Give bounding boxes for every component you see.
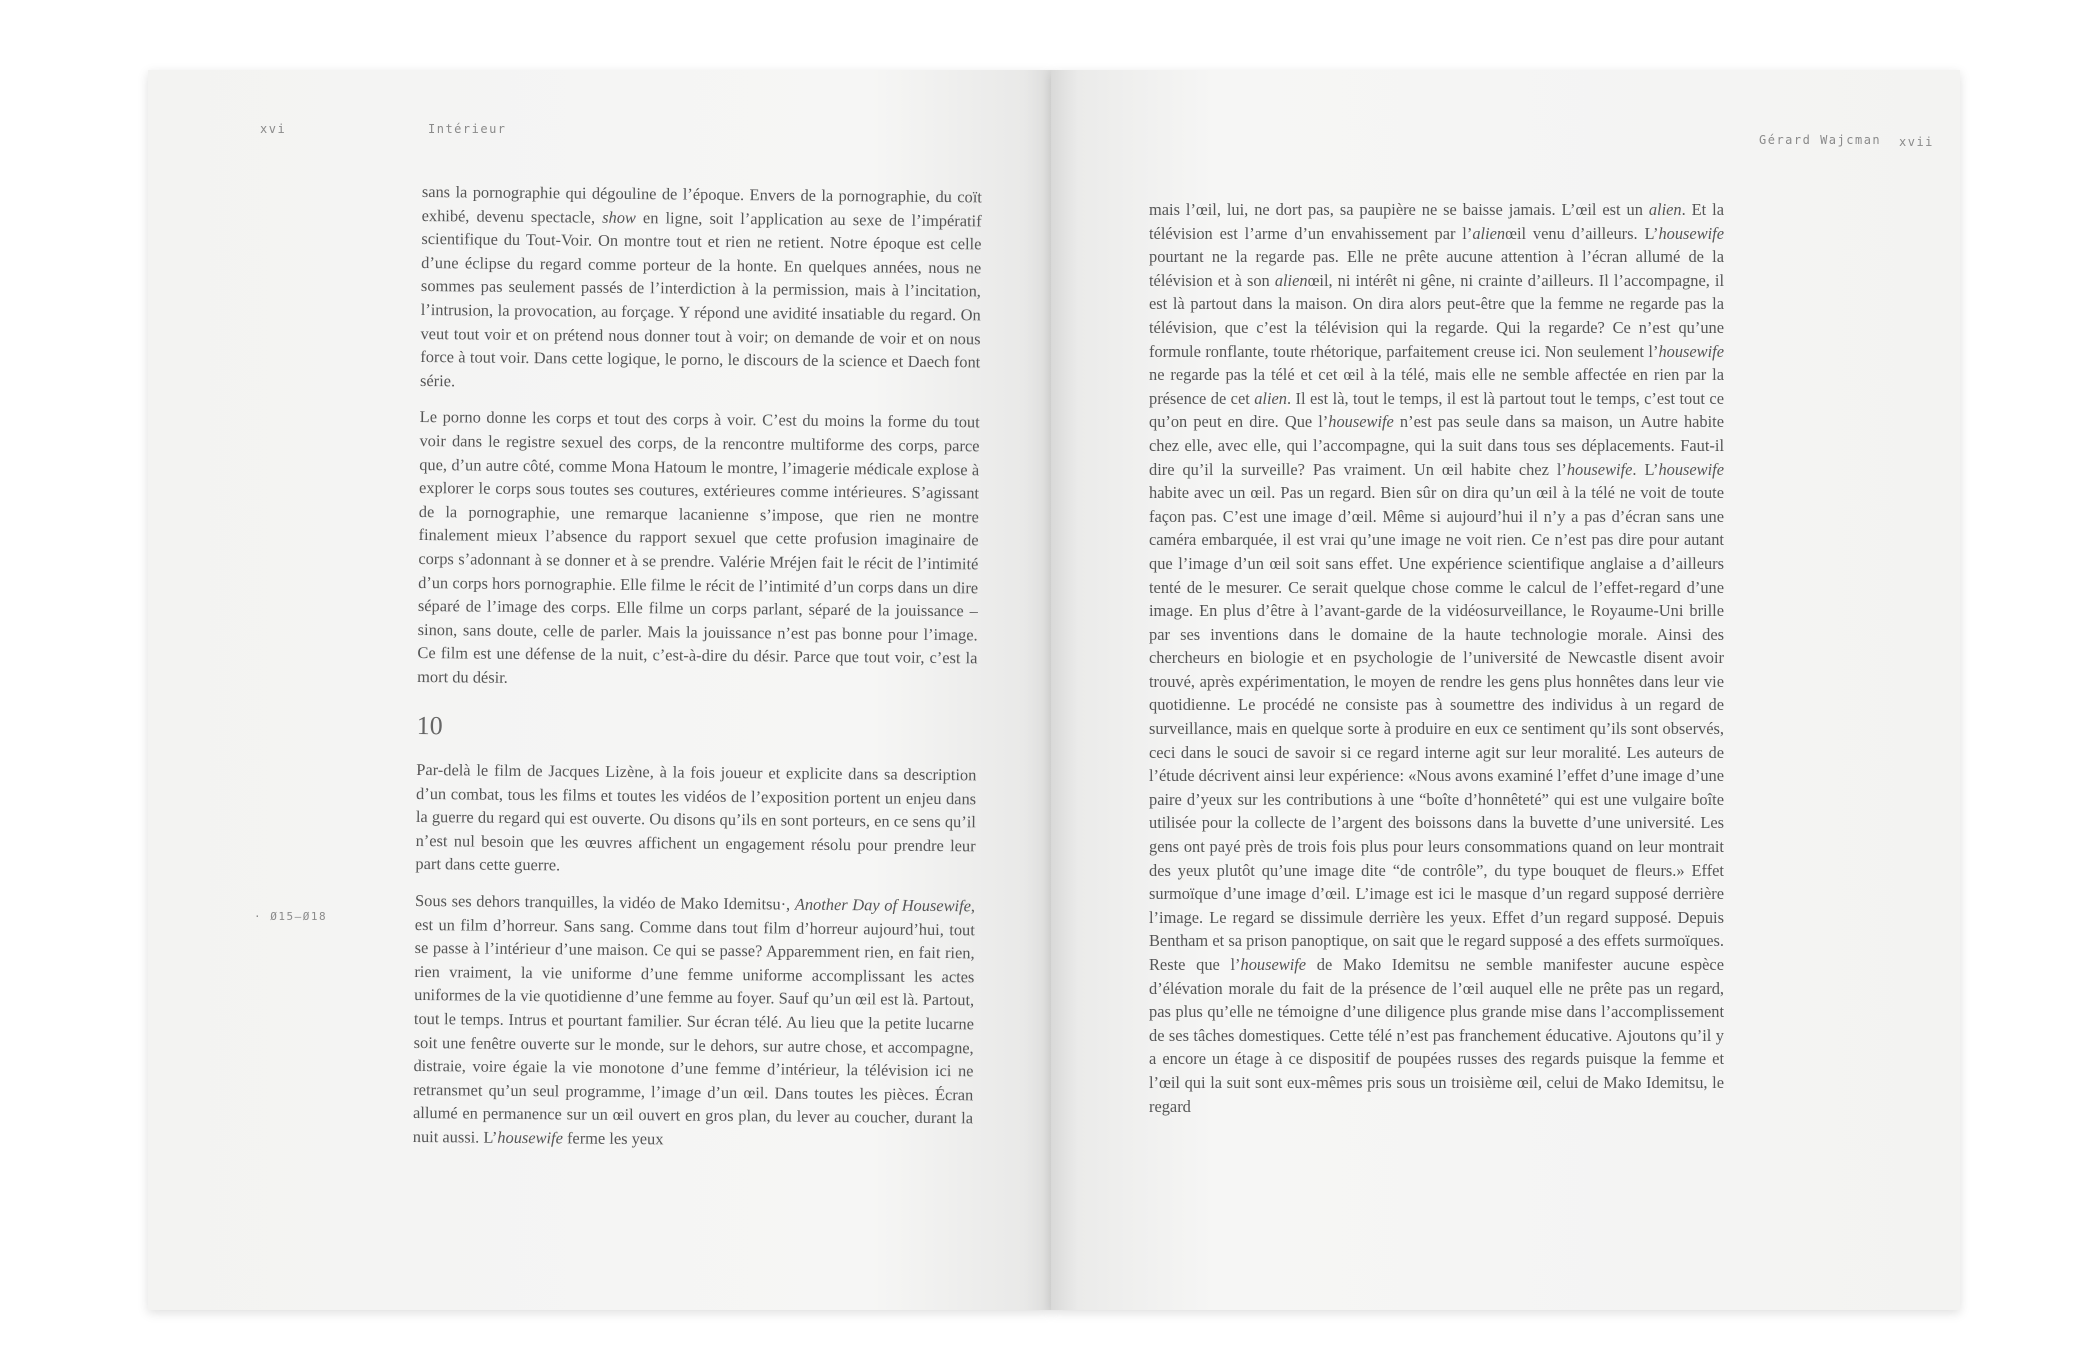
paragraph: Sous ses dehors tranquilles, la vidéo de Mako Idemitsu·, Another Day of Housewife, est un film d’horreur. Sans sang. Comme dans tout film d’horreur aujourd’hui, tout se passe à l’intérieur d’une maison. Ce qui se passe? Apparemment rien, en fait rien, rien vraiment, la vie uniforme d’une femme uniforme accomplissant les actes uniformes de la vie quotidienne d’une femme au foyer. Sauf qu’un œil est là. Partout, tout le temps. Intrus et pourtant familier. Sur écran télé. Au lieu que la petite lucarne soit une fenêtre ouverte sur le monde, sur le dehors, sur autre chose, et accompagne, distraie, voire égaie la vie monotone d’une femme d’intérieur, la télévision ici ne retransmet qu’un seul programme, l’image d’un œil. Dans toutes les pièces. Écran allumé en permanence sur un œil ouvert en gros plan, du lever au coucher, durant la nuit aussi. L’housewife ferme les yeux [412, 890, 976, 1149]
paragraph: Le porno donne les corps et tout des corps à voir. C’est du moins la forme du tout voir dans le registre sexuel des corps, de la rencontre multiforme des corps, parce que, d’un autre côté, comme Mona Hatoum le montre, l’imagerie médicale explose à explorer le corps sous toutes ses coutures, extérieures comme intérieures. S’agissant de la pornographie, une remarque lacanienne s’impose, que rien ne montre finalement mieux l’absence du rapport sexuel que cette profusion imaginaire de corps s’adonnant à se donner et à se prendre. Valérie Mréjen fait le récit de l’intimité d’un corps hors pornographie. Elle filme le récit de l’intimité d’un corps dans un dire séparé de l’image des corps. Elle filme un corps parlant, séparé de la jouissance – sinon, sans doute, celle de parler. Mais la jouissance n’est pas bonne pour l’image. Ce film est une défense de la nuit, c’est-à-dire du désir. Parce que tout voir, c’est la mort du désir. [417, 407, 980, 687]
left-page [148, 70, 1051, 1310]
open-book [148, 70, 1960, 1310]
paragraph: Par-delà le film de Jacques Lizène, à la fois joueur et explicite dans sa description d’un combat, tous les films et toutes les vidéos de l’exposition portent un enjeu dans la guerre du regard qui est ouverte. Ou disons qu’ils en sont porteurs, en ce sens qu’il n’est nul besoin que les œuvres affichent un engagement résolu pour prendre leur part dans cette guerre. [415, 760, 977, 875]
section-paragraphs [413, 758, 977, 1154]
margin-note: · Ø15–Ø18 [254, 910, 328, 923]
paragraph: mais l’œil, lui, ne dort pas, sa paupière ne se baisse jamais. L’œil est un alien. Et la télévision est l’arme d’un envahissement par l’alienœil venu d’ailleurs. L’housewife pourtant ne la regarde pas. Elle ne prête aucune attention à l’écran allumé de la télévision et à son alienœil, ni intérêt ni gêne, ni crainte d’ailleurs. Il l’accompagne, il est là partout dans la maison. On dira alors peut-être que la femme ne regarde pas la télévision, que c’est la télévision qui la regarde. Qui la regarde? Ce n’est qu’une formule ronflante, toute rhétorique, parfaitement creuse ici. Non seulement l’housewife ne regarde pas la télé et cet œil à la télé, mais elle ne semble affectée en rien par la présence de cet alien. Il est là, tout le temps, il est là partout tout le temps, c’est tout ce qu’on peut en dire. Que l’housewife n’est pas seule dans sa maison, un Autre habite chez elle, avec elle, qui l’accompagne, qui la suit dans tous ses déplacements. Faut-il dire qu’il la surveille? Pas vraiment. Un œil habite chez l’housewife. L’housewife habite avec un œil. Pas un regard. Bien sûr on dira qu’un œil à la télé ne voit de toute façon pas. C’est une image d’œil. Même si aujourd’hui il n’y a pas d’écran sans une caméra embarquée, il est vrai qu’une image ne voit rien. Ce n’est pas dire pour autant que l’image d’un œil soit sans effet. Une expérience scientifique anglaise a d’ailleurs tenté de le mesurer. Ce serait quelque chose comme le calcul de l’effet-regard d’une image. En plus d’être à l’avant-garde de la vidéosurveillance, le Royaume-Uni brille par ses inventions dans le domaine de la haute technologie morale. Ainsi des chercheurs en biologie et en psychologie de l’université de Newcastle disent avoir trouvé, après expérimentation, le moyen de rendre les gens plus honnêtes dans leur vie quotidienne. Le procédé ne consiste pas à soumettre des individus à un regard de surveillance, mais en quelque sorte à produire en eux ce sentiment qu’ils sont observés, ceci dans le souci de savoir si ce regard interne agit sur leur moralité. Les auteurs de l’étude décrivent ainsi leur expérience: «Nous avons examiné l’effet d’une image d’une paire d’yeux sur les contributions à une “boîte d’honnêteté” qui est une vulgaire boîte utilisée pour la collecte de l’argent des boissons dans la buvette d’une université. Les gens ont payé près de trois fois plus pour leurs consommations quand on leur montrait des yeux plutôt qu’une image dite “de contrôle”, du type bouquet de fleurs.» Effet surmoïque d’une image d’œil. L’image est ici le masque d’un regard supposé derrière l’image. Le regard se dissimule derrière les yeux. Effet d’un regard supposé. Depuis Bentham et sa prison panoptique, on sait que le regard supposé a des effets surmoïques. Reste que l’housewife de Mako Idemitsu ne semble manifester aucune espèce d’élévation morale du fait de la présence de l’œil auquel elle ne prête pas un regard, pas plus qu’elle ne témoigne d’une diligence plus grande mise dans l’accomplissement de ses tâches domestiques. Cette télé n’est pas franchement éducative. Ajoutons qu’il y a encore un étage à ce dispositif de poupées russes des regards puisque la femme et l’œil qui la suit sont eux-mêmes pris sous un troisième œil, celui de Mako Idemitsu, le regard [1149, 200, 1725, 1116]
right-page [1051, 70, 1960, 1310]
left-running-head: Intérieur [428, 122, 507, 136]
left-paragraphs [417, 180, 982, 694]
paragraph: sans la pornographie qui dégouline de l’époque. Envers de la pornographie, du coït exhibé, devenu spectacle, show en ligne, soit l’application au sexe de l’impératif scientifique du Tout-Voir. On montre tout et rien ne retient. Notre époque est celle d’une éclipse du regard comme porteur de la honte. En quelques années, nous ne sommes pas seulement passés de l’interdiction à la permission, mais à l’incitation, l’intrusion, la provocation, au forçage. Y répond une avidité insatiable du regard. On veut tout voir et on prétend nous donner tout à voir; on demande de voir et on nous force à tout voir. Dans cette logique, le porno, le discours de la science et Daech font série. [419, 181, 982, 391]
right-page-number: xvii [1899, 135, 1934, 149]
right-running-head: Gérard Wajcman [1759, 133, 1882, 147]
left-body-text [413, 180, 982, 1167]
left-page-number: xvi [260, 122, 287, 136]
right-paragraphs [1149, 198, 1724, 1118]
section-number: 10 [416, 711, 443, 741]
right-body-text [1149, 198, 1724, 1131]
